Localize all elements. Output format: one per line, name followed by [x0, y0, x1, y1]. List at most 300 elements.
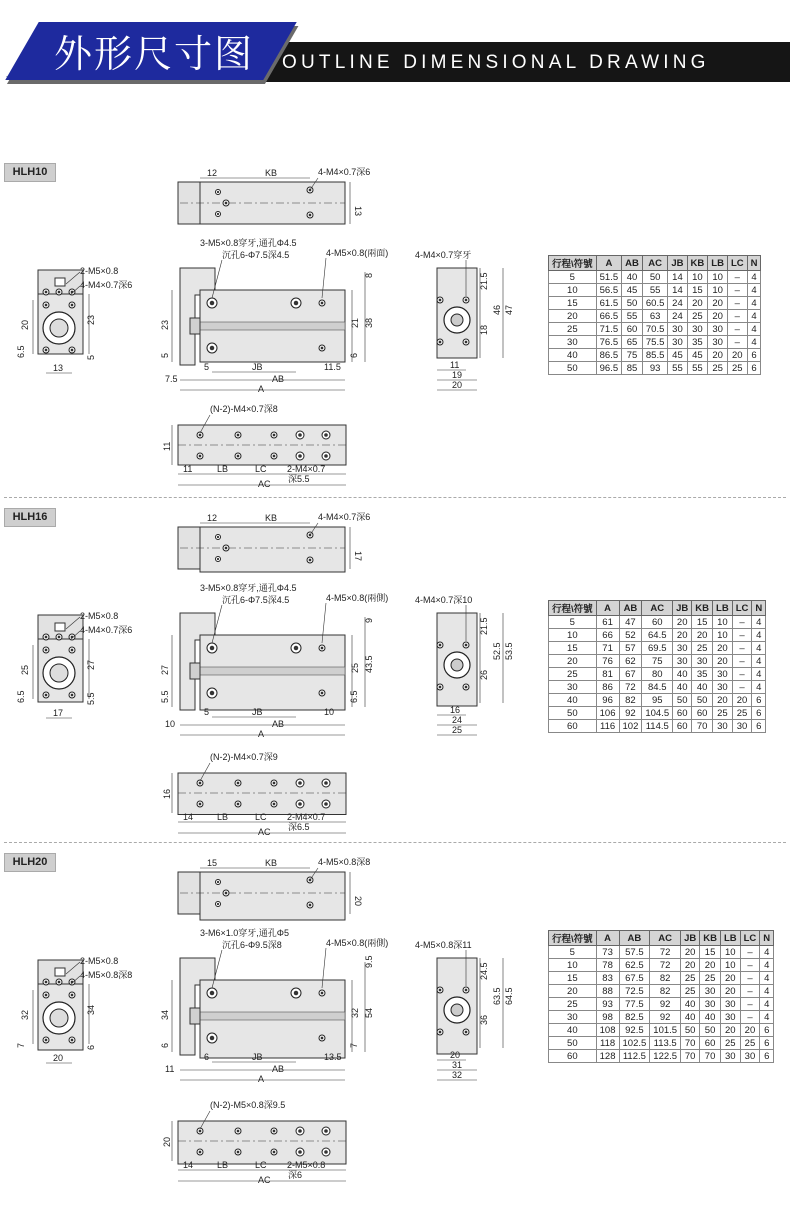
table-header: KB [687, 256, 708, 271]
table-cell: 128 [596, 1050, 619, 1063]
table-header: JB [673, 601, 692, 616]
side-view [16, 266, 132, 373]
table-cell: 85 [622, 362, 643, 375]
table-row [549, 668, 766, 681]
table-cell: 20 [732, 694, 752, 707]
table-cell: 86 [596, 681, 619, 694]
table-cell: 20 [681, 946, 700, 959]
dim-end-h2: 19 [452, 370, 463, 380]
table-row [549, 720, 766, 733]
dim-end-h2: 24 [452, 715, 463, 725]
table-cell: 20 [681, 959, 700, 972]
table-header: LC [727, 256, 747, 271]
dim-side-d5: 17 [53, 708, 64, 718]
table-cell: 20 [687, 297, 708, 310]
dim-front-h2: 5 [204, 362, 210, 372]
table-cell: 98 [596, 1011, 619, 1024]
table-header: AC [650, 931, 681, 946]
dim-front-v6: 6 [349, 352, 359, 358]
dim-end-v1: 21.5 [479, 272, 489, 290]
dim-top-kb: KB [265, 168, 278, 178]
spec-table [548, 600, 766, 733]
table-cell: 118 [596, 1037, 619, 1050]
table-header: JB [681, 931, 700, 946]
table-cell: 60 [549, 720, 597, 733]
table-cell: 15 [549, 972, 597, 985]
table-cell: 30 [720, 1011, 740, 1024]
table-header: A [596, 931, 619, 946]
table-cell: 73 [596, 946, 619, 959]
table-cell: 30 [668, 336, 687, 349]
table-header: LB [720, 931, 740, 946]
table-cell: 4 [760, 946, 774, 959]
table-cell: – [727, 310, 747, 323]
table-cell: 82 [619, 694, 642, 707]
dim-bottom-lb: LB [217, 1160, 229, 1170]
table-cell: – [732, 616, 752, 629]
table-header: LB [713, 601, 733, 616]
table-cell: 20 [720, 985, 740, 998]
table-row [549, 642, 766, 655]
table-cell: 4 [752, 655, 766, 668]
dim-bottom-ac: AC [258, 1175, 271, 1185]
dim-front-h2: 6 [204, 1052, 210, 1062]
table-cell: 40 [681, 1011, 700, 1024]
dim-top-kb: KB [265, 858, 278, 868]
note-front-through: 3-M5×0.8穿牙,通孔Φ4.5 [200, 238, 297, 248]
table-cell: 50 [681, 1024, 700, 1037]
table-cell: 62 [619, 655, 642, 668]
dim-end-v3: 52.5 [492, 642, 502, 660]
dim-front-h4: 10 [324, 707, 335, 717]
note-top-tap: 4-M5×0.8深8 [318, 857, 371, 867]
dim-side-d1: 25 [20, 664, 30, 675]
table-cell: – [740, 1011, 760, 1024]
table-cell: 6 [760, 1024, 774, 1037]
top-view [178, 857, 370, 920]
table-cell: 20 [720, 1024, 740, 1037]
table-cell: 20 [740, 1024, 760, 1037]
dim-end-v4: 64.5 [504, 987, 514, 1005]
dim-front-h1: 10 [165, 719, 176, 729]
table-cell: 10 [713, 616, 733, 629]
end-view [415, 940, 514, 1080]
table-cell: 85.5 [642, 349, 668, 362]
dim-front-v3: 5.5 [160, 690, 170, 703]
dim-end-h2: 31 [452, 1060, 463, 1070]
end-view [415, 595, 514, 735]
dim-front-jb: JB [252, 1052, 263, 1062]
dim-bottom-lc: LC [255, 464, 267, 474]
table-cell: 92 [650, 998, 681, 1011]
table-cell: 112.5 [619, 1050, 650, 1063]
section-divider [4, 842, 786, 843]
drawing-hlh16 [0, 505, 540, 845]
dim-bottom-h1: 11 [183, 464, 193, 474]
table-cell: 116 [596, 720, 619, 733]
table-cell: 40 [692, 681, 713, 694]
dim-top-height: 20 [353, 896, 363, 907]
table-cell: 10 [708, 271, 728, 284]
table-cell: 35 [687, 336, 708, 349]
table-cell: 25 [681, 985, 700, 998]
section-divider [4, 497, 786, 498]
note-front-counterbore: 沉孔6-Φ7.5深4.5 [222, 250, 290, 260]
table-cell: 20 [549, 310, 597, 323]
table-cell: 50 [622, 297, 643, 310]
table-cell: 56.5 [596, 284, 622, 297]
table-cell: 25 [713, 707, 733, 720]
table-cell: 65 [622, 336, 643, 349]
table-cell: 4 [747, 323, 761, 336]
table-cell: 35 [692, 668, 713, 681]
dim-bottom-v1: 16 [162, 788, 172, 799]
dim-side-d3: 6.5 [16, 345, 26, 358]
table-row [549, 959, 774, 972]
table-cell: 71.5 [596, 323, 622, 336]
table-cell: 81 [596, 668, 619, 681]
dim-front-h1: 7.5 [165, 374, 178, 384]
front-view [160, 582, 388, 739]
note-bottom-tap: (N-2)-M4×0.7深8 [210, 404, 278, 414]
table-header-row [549, 256, 761, 271]
table-header: N [760, 931, 774, 946]
table-cell: 80 [642, 668, 673, 681]
table-cell: 92 [619, 707, 642, 720]
table-cell: 72 [650, 959, 681, 972]
table-cell: 30 [549, 1011, 597, 1024]
dim-end-v1: 24.5 [479, 962, 489, 980]
table-cell: 30 [713, 681, 733, 694]
dim-side-d2: 34 [86, 1004, 96, 1015]
note-top-tap: 4-M4×0.7深6 [318, 167, 371, 177]
table-cell: 15 [549, 297, 597, 310]
table-cell: 25 [732, 707, 752, 720]
front-view [160, 237, 388, 394]
table-cell: 30 [687, 323, 708, 336]
table-cell: 10 [549, 284, 597, 297]
dim-bottom-v1: 11 [162, 441, 172, 451]
dim-front-v2: 23 [160, 319, 170, 330]
table-cell: 4 [752, 668, 766, 681]
header-banner [0, 0, 790, 110]
model-tag: HLH16 [4, 508, 56, 527]
dim-end-v2: 26 [479, 669, 489, 680]
note-bottom-tap2: 2-M4×0.7 [287, 812, 326, 822]
table-header: LC [732, 601, 752, 616]
table-cell: 10 [720, 946, 740, 959]
table-cell: 20 [708, 349, 728, 362]
table-cell: 60.5 [642, 297, 668, 310]
table-cell: 30 [549, 336, 597, 349]
table-cell: 25 [700, 972, 721, 985]
table-cell: 102.5 [619, 1037, 650, 1050]
table-cell: 77.5 [619, 998, 650, 1011]
table-cell: 93 [642, 362, 668, 375]
dim-end-v2: 36 [479, 1014, 489, 1025]
dim-end-v4: 47 [504, 304, 514, 315]
dim-top-height: 13 [353, 206, 363, 217]
table-cell: 24 [668, 310, 687, 323]
table-cell: 14 [668, 284, 687, 297]
table-cell: 30 [668, 323, 687, 336]
table-cell: 108 [596, 1024, 619, 1037]
table-row [549, 1050, 774, 1063]
note-front-through: 3-M6×1.0穿牙,通孔Φ5 [200, 928, 289, 938]
note-side-tap1: 2-M5×0.8 [80, 266, 119, 276]
table-header: JB [668, 256, 687, 271]
dim-end-v1: 21.5 [479, 617, 489, 635]
table-cell: 20 [713, 694, 733, 707]
dim-side-d5: 13 [53, 363, 64, 373]
section-hlh20 [0, 850, 790, 1210]
dim-front-v5: 54 [364, 1007, 374, 1018]
table-row [549, 271, 761, 284]
table-cell: 6 [752, 694, 766, 707]
table-header: LC [740, 931, 760, 946]
table-cell: 62.5 [619, 959, 650, 972]
table-row [549, 616, 766, 629]
table-cell: 20 [673, 629, 692, 642]
table-cell: 96 [596, 694, 619, 707]
note-side-tap1: 2-M5×0.8 [80, 611, 119, 621]
table-cell: 55 [668, 362, 687, 375]
top-view [178, 167, 370, 224]
dim-side-d4: 5.5 [86, 692, 96, 705]
top-view [178, 512, 370, 572]
table-header: KB [692, 601, 713, 616]
table-cell: 63 [642, 310, 668, 323]
dim-end-v3: 63.5 [492, 987, 502, 1005]
dim-end-h3: 32 [452, 1070, 463, 1080]
table-row [549, 1011, 774, 1024]
table-cell: 45 [687, 349, 708, 362]
table-cell: 52 [619, 629, 642, 642]
table-cell: 15 [687, 284, 708, 297]
dim-top-kb: KB [265, 513, 278, 523]
table-header: KB [700, 931, 721, 946]
table-cell: 20 [713, 655, 733, 668]
table-cell: 45 [622, 284, 643, 297]
table-cell: 4 [752, 681, 766, 694]
side-view [16, 611, 132, 718]
dim-front-v4: 25 [350, 662, 360, 673]
table-cell: 15 [700, 946, 721, 959]
table-cell: – [740, 985, 760, 998]
dim-side-d1: 32 [20, 1009, 30, 1020]
table-cell: 4 [752, 642, 766, 655]
table-cell: 40 [681, 998, 700, 1011]
table-cell: 30 [708, 336, 728, 349]
table-cell: 50 [673, 694, 692, 707]
table-cell: 60 [673, 707, 692, 720]
table-cell: 20 [727, 349, 747, 362]
table-cell: 6 [752, 720, 766, 733]
table-cell: – [727, 297, 747, 310]
table-cell: 20 [708, 297, 728, 310]
table-cell: 47 [619, 616, 642, 629]
dim-front-ab: AB [272, 719, 285, 729]
note-bottom-tap: (N-2)-M5×0.8深9.5 [210, 1100, 286, 1110]
dim-front-v4: 32 [350, 1007, 360, 1018]
table-cell: 20 [549, 985, 597, 998]
table-row [549, 985, 774, 998]
table-cell: 40 [622, 271, 643, 284]
dim-end-h1: 11 [450, 360, 460, 370]
table-cell: 4 [747, 284, 761, 297]
table-cell: 4 [747, 297, 761, 310]
note-bottom-tap2: 2-M5×0.8 [287, 1160, 326, 1170]
table-cell: 61.5 [596, 297, 622, 310]
table-cell: 40 [673, 681, 692, 694]
table-cell: 76 [596, 655, 619, 668]
table-cell: 40 [673, 668, 692, 681]
table-cell: 104.5 [642, 707, 673, 720]
note-end-tap: 4-M4×0.7穿牙 [415, 250, 472, 260]
dim-front-v6: 6.5 [349, 690, 359, 703]
dim-top-a: 12 [207, 168, 218, 178]
table-cell: – [732, 642, 752, 655]
dim-bottom-lc: LC [255, 812, 267, 822]
table-row [549, 694, 766, 707]
table-cell: 24 [668, 297, 687, 310]
table-row [549, 1024, 774, 1037]
table-cell: 50 [549, 1037, 597, 1050]
dim-end-h1: 16 [450, 705, 461, 715]
table-cell: 25 [549, 323, 597, 336]
table-cell: 30 [673, 642, 692, 655]
table-cell: 10 [549, 959, 597, 972]
table-cell: 4 [747, 336, 761, 349]
dim-front-a: A [258, 384, 265, 394]
table-cell: 113.5 [650, 1037, 681, 1050]
table-cell: – [740, 998, 760, 1011]
table-cell: 122.5 [650, 1050, 681, 1063]
dim-end-v2: 18 [479, 324, 489, 335]
table-cell: 5 [549, 271, 597, 284]
table-cell: – [732, 655, 752, 668]
table-cell: 4 [760, 972, 774, 985]
table-header: AC [642, 256, 668, 271]
table-cell: – [740, 946, 760, 959]
note-front-through: 3-M5×0.8穿牙,通孔Φ4.5 [200, 583, 297, 593]
table-cell: 51.5 [596, 271, 622, 284]
table-cell: 40 [549, 694, 597, 707]
dim-front-v1: 8 [364, 272, 374, 278]
table-cell: 64.5 [642, 629, 673, 642]
table-cell: 25 [708, 362, 728, 375]
note-end-tap: 4-M4×0.7深10 [415, 595, 473, 605]
table-cell: 30 [708, 323, 728, 336]
note-front-counterbore: 沉孔6-Φ7.5深4.5 [222, 595, 290, 605]
banner-title: 外形尺寸图 [54, 32, 255, 76]
bottom-view [162, 404, 346, 489]
table-cell: – [732, 681, 752, 694]
table-cell: 20 [713, 642, 733, 655]
dim-bottom-ac: AC [258, 479, 271, 489]
table-cell: 25 [692, 642, 713, 655]
table-cell: 10 [720, 959, 740, 972]
table-cell: 30 [692, 655, 713, 668]
table-cell: 82 [650, 972, 681, 985]
table-cell: 60 [700, 1037, 721, 1050]
dim-end-h3: 25 [452, 725, 463, 735]
table-cell: 10 [549, 629, 597, 642]
dim-front-h1: 11 [165, 1064, 175, 1074]
table-cell: 40 [549, 349, 597, 362]
dim-end-v3: 46 [492, 304, 502, 315]
table-cell: 4 [760, 1011, 774, 1024]
table-cell: 75 [642, 655, 673, 668]
dim-front-v4: 21 [350, 317, 360, 328]
table-cell: 4 [752, 616, 766, 629]
note-bottom-depth: 深6.5 [288, 822, 310, 832]
note-end-tap: 4-M5×0.8深11 [415, 940, 472, 950]
table-cell: 6 [747, 349, 761, 362]
dim-top-height: 17 [353, 551, 363, 562]
table-cell: 25 [687, 310, 708, 323]
table-cell: 14 [668, 271, 687, 284]
table-header: N [752, 601, 766, 616]
model-tag: HLH20 [4, 853, 56, 872]
dim-front-v1: 9.5 [364, 955, 374, 968]
dim-bottom-h1: 14 [183, 812, 194, 822]
table-cell: 40 [700, 1011, 721, 1024]
dim-side-d1: 20 [20, 319, 30, 330]
table-cell: 102 [619, 720, 642, 733]
dim-front-h2: 5 [204, 707, 210, 717]
table-row [549, 629, 766, 642]
table-cell: 30 [732, 720, 752, 733]
note-bottom-depth: 深5.5 [288, 474, 310, 484]
note-bottom-depth: 深6 [288, 1170, 303, 1180]
table-cell: 78 [596, 959, 619, 972]
dim-front-v3: 6 [160, 1042, 170, 1048]
table-cell: 70.5 [642, 323, 668, 336]
note-side-tap2: 4-M5×0.8深8 [80, 970, 133, 980]
table-cell: 55 [622, 310, 643, 323]
table-cell: 30 [713, 668, 733, 681]
table-cell: 4 [747, 271, 761, 284]
table-header: 行程\符號 [549, 931, 597, 946]
dim-end-v4: 53.5 [504, 642, 514, 660]
dim-bottom-lb: LB [217, 812, 229, 822]
table-cell: 71 [596, 642, 619, 655]
table-header: AB [619, 601, 642, 616]
table-cell: 82 [650, 985, 681, 998]
table-cell: 66 [596, 629, 619, 642]
table-cell: 67 [619, 668, 642, 681]
table-cell: 50 [549, 707, 597, 720]
table-cell: 4 [760, 959, 774, 972]
dim-front-h4: 11.5 [324, 362, 341, 372]
table-row [549, 310, 761, 323]
dim-bottom-h1: 14 [183, 1160, 194, 1170]
table-cell: 6 [760, 1037, 774, 1050]
table-cell: 92 [650, 1011, 681, 1024]
note-front-tap: 4-M5×0.8(兩側) [326, 593, 389, 603]
table-row [549, 297, 761, 310]
table-cell: 69.5 [642, 642, 673, 655]
drawing-hlh20 [0, 850, 540, 1210]
front-view [160, 927, 388, 1084]
table-cell: 70 [700, 1050, 721, 1063]
table-cell: 55 [642, 284, 668, 297]
table-cell: 106 [596, 707, 619, 720]
table-cell: 61 [596, 616, 619, 629]
dim-side-d3: 6.5 [16, 690, 26, 703]
dim-front-jb: JB [252, 362, 263, 372]
